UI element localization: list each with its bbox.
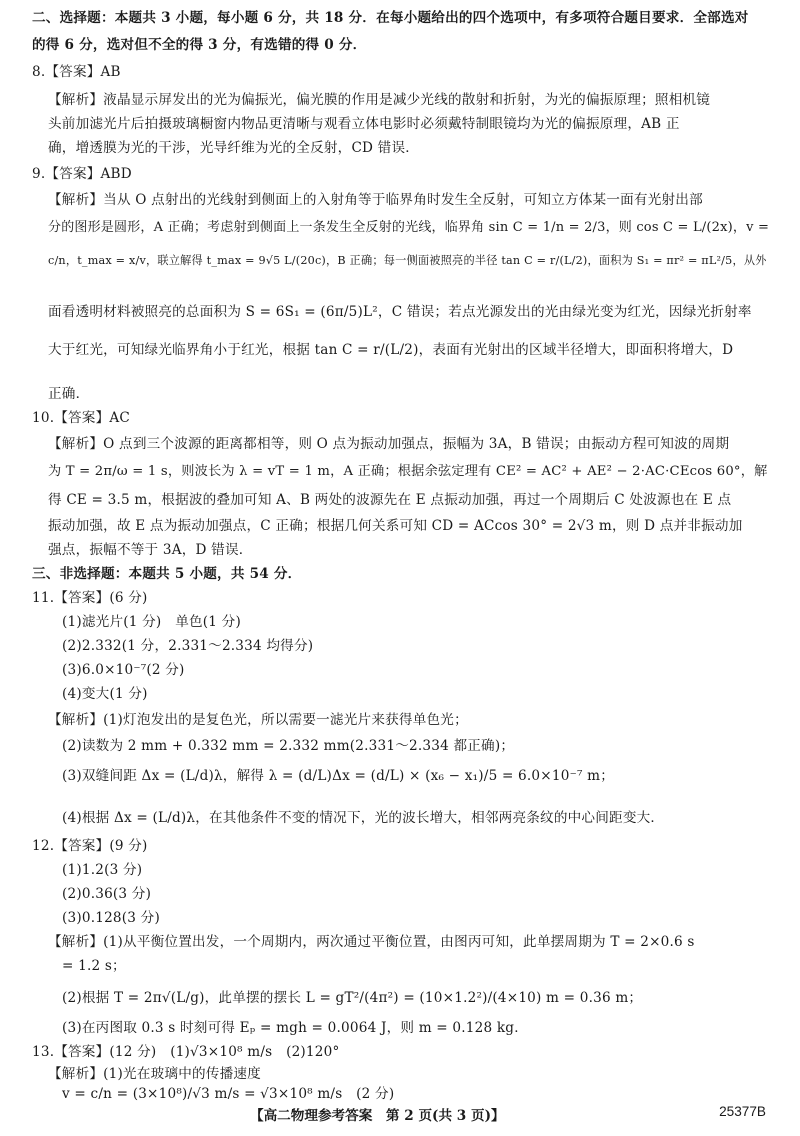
q8-analysis-line: 【解析】液晶显示屏发出的光为偏振光，偏光膜的作用是减少光线的散射和折射，为光的偏振原理；照相机镜: [48, 92, 711, 108]
q11-answer-item: (2)2.332(1 分，2.331～2.334 均得分): [62, 638, 314, 654]
q11-analysis-line: (3)双缝间距 Δx = (L/d)λ，解得 λ = (d/L)Δx = (d/L) × (x₆ − x₁)/5 = 6.0×10⁻⁷ m；: [62, 768, 614, 784]
q10-analysis-line: 得 CE = 3.5 m，根据波的叠加可知 A、B 两处的波源先在 E 点振动加强，再过一个周期后 C 处波源也在 E 点: [48, 492, 732, 508]
q8-analysis-line: 确，增透膜为光的干涉，光导纤维为光的全反射，CD 错误．: [48, 140, 420, 156]
q11-answer-item: (4)变大(1 分): [62, 686, 148, 702]
q12-analysis-line: 【解析】(1)从平衡位置出发，一个周期内，两次通过平衡位置，由图丙可知，此单摆周期为 T = 2×0.6 s: [48, 934, 695, 950]
q12-analysis-line: (2)根据 T = 2π√(L/g)，此单摆的摆长 L = gT²/(4π²) = (10×1.2²)/(4×10) m = 0.36 m；: [62, 990, 643, 1006]
q12-analysis-line: = 1.2 s；: [62, 958, 126, 974]
q12-answer-item: (2)0.36(3 分): [62, 886, 152, 902]
q11-answer-item: (3)6.0×10⁻⁷(2 分): [62, 662, 185, 678]
paper-code: 25377B: [719, 1104, 766, 1119]
q13-analysis-line: v = c/n = (3×10⁸)/√3 m/s = √3×10⁸ m/s (2 分): [62, 1086, 395, 1102]
q12-analysis-line: (3)在丙图取 0.3 s 时刻可得 Eₚ = mgh = 0.0064 J，则 m = 0.128 kg．: [62, 1020, 528, 1036]
q10-analysis-line: 【解析】O 点到三个波源的距离都相等，则 O 点为振动加强点，振幅为 3A，B 错误；由振动方程可知波的周期: [48, 436, 730, 452]
q11-analysis-line: (2)读数为 2 mm + 0.332 mm = 2.332 mm(2.331～2.334 都正确)；: [62, 738, 515, 754]
q11-answer-item: (1)滤光片(1 分) 单色(1 分): [62, 614, 241, 630]
q11-answer: 11.【答案】(6 分): [32, 590, 148, 606]
q9-analysis-line: 面看透明材料被照亮的总面积为 S = 6S₁ = (6π/5)L²，C 错误；若点光源发出的光由绿光变为红光，因绿光折射率: [48, 304, 752, 320]
q8-analysis-line: 头前加滤光片后拍摄玻璃橱窗内物品更清晰与观看立体电影时必须戴特制眼镜均为光的偏振原理，AB 正: [48, 116, 680, 132]
q10-analysis-line: 强点，振幅不等于 3A，D 错误．: [48, 542, 253, 558]
q13-analysis-line: 【解析】(1)光在玻璃中的传播速度: [48, 1066, 261, 1082]
q9-analysis-line: c/n，t_max = x/v，联立解得 t_max = 9√5 L/(20c)，B 正确；每一侧面被照亮的半径 tan C = r/(L/2)，面积为 S₁ = πr² = πL²/5，从外: [48, 254, 767, 267]
q9-answer: 9.【答案】ABD: [32, 166, 132, 182]
q10-answer: 10.【答案】AC: [32, 410, 131, 426]
q11-analysis-line: 【解析】(1)灯泡发出的是复色光，所以需要一滤光片来获得单色光；: [48, 712, 468, 728]
q9-analysis-line: 正确．: [48, 386, 90, 402]
q13-answer: 13.【答案】(12 分) (1)√3×10⁸ m/s (2)120°: [32, 1044, 340, 1060]
section2-header-line2: 的得 6 分，选对但不全的得 3 分，有选错的得 0 分．: [32, 37, 367, 53]
q12-answer-item: (1)1.2(3 分): [62, 862, 143, 878]
q12-answer: 12.【答案】(9 分): [32, 838, 148, 854]
q10-analysis-line: 为 T = 2π/ω = 1 s，则波长为 λ = vT = 1 m，A 正确；根据余弦定理有 CE² = AC² + AE² − 2·AC·CEcos 60°，解: [48, 464, 768, 479]
q9-analysis-line: 分的图形是圆形，A 正确；考虑射到侧面上一条发生全反射的光线，临界角 sin C = 1/n = 2/3，则 cos C = L/(2x)，v =: [48, 220, 770, 235]
q12-answer-item: (3)0.128(3 分): [62, 910, 160, 926]
section3-header: 三、非选择题：本题共 5 小题，共 54 分．: [32, 566, 302, 582]
page-footer: 【高二物理参考答案 第 2 页(共 3 页)】: [250, 1108, 505, 1124]
q10-analysis-line: 振动加强，故 E 点为振动加强点，C 正确；根据几何关系可知 CD = ACcos 30° = 2√3 m，则 D 点并非振动加: [48, 518, 743, 534]
q8-answer: 8.【答案】AB: [32, 64, 121, 80]
section2-header-line1: 二、选择题：本题共 3 小题，每小题 6 分，共 18 分．在每小题给出的四个选项中，有多项符合题目要求．全部选对: [32, 10, 749, 26]
q9-analysis-line: 【解析】当从 O 点射出的光线射到侧面上的入射角等于临界角时发生全反射，可知立方体某一面有光射出部: [48, 192, 703, 208]
q9-analysis-line: 大于红光，可知绿光临界角小于红光，根据 tan C = r/(L/2)，表面有光射出的区域半径增大，即面积将增大，D: [48, 342, 734, 358]
q11-analysis-line: (4)根据 Δx = (L/d)λ，在其他条件不变的情况下，光的波长增大，相邻两亮条纹的中心间距变大．: [62, 810, 665, 826]
